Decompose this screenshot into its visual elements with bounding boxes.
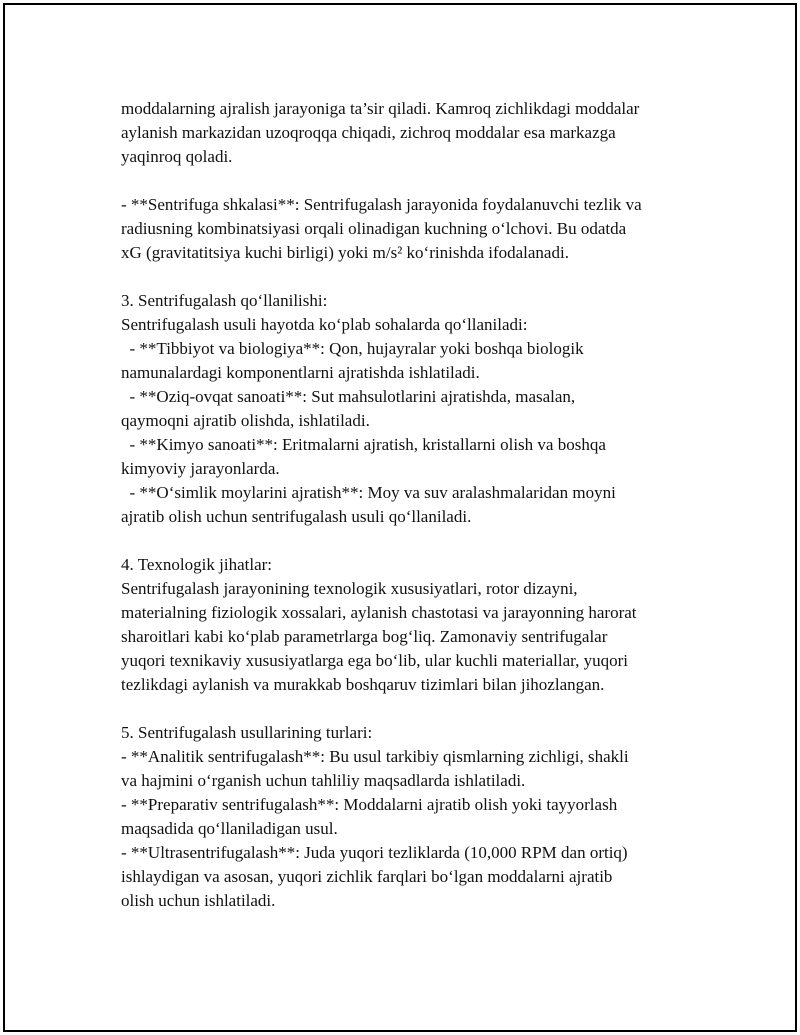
list-item: - **Ultrasentrifugalash**: Juda yuqori tezliklarda (10,000 RPM dan ortiq) — [121, 843, 628, 862]
section-heading: 4. Texnologik jihatlar: — [121, 555, 272, 574]
text-line: ajratib olish uchun sentrifugalash usuli qo‘llaniladi. — [121, 507, 472, 526]
text-line: olish uchun ishlatiladi. — [121, 891, 276, 910]
list-item: - **Preparativ sentrifugalash**: Moddalarni ajratib olish yoki tayyorlash — [121, 795, 618, 814]
text-line: namunalardagi komponentlarni ajratishda ishlatiladi. — [121, 363, 480, 382]
section-heading: 5. Sentrifugalash usullarining turlari: — [121, 723, 373, 742]
text-line: sharoitlari kabi ko‘plab parametrlarga bog‘liq. Zamonaviy sentrifugalar — [121, 627, 608, 646]
paragraph-sentrifuga-shkalasi — [121, 193, 701, 265]
list-item: - **Kimyo sanoati**: Eritmalarni ajratish, kristallarni olish va boshqa — [121, 435, 606, 454]
text-line: tezlikdagi aylanish va murakkab boshqaruv tizimlari bilan jihozlangan. — [121, 675, 605, 694]
list-item: - **O‘simlik moylarini ajratish**: Moy va suv aralashmalaridan moyni — [121, 483, 616, 502]
text-line: yaqinroq qoladi. — [121, 147, 233, 166]
text-line: radiusning kombinatsiyasi orqali olinadigan kuchning o‘lchovi. Bu odatda — [121, 219, 627, 238]
text-line: qaymoqni ajratib olishda, ishlatiladi. — [121, 411, 370, 430]
document-body — [121, 97, 701, 913]
text-line: Sentrifugalash jarayonining texnologik xususiyatlari, rotor dizayni, — [121, 579, 578, 598]
paragraph-spacer — [121, 529, 701, 553]
document-page — [3, 3, 797, 1032]
section-usullar-turlari — [121, 721, 701, 913]
list-item: - **Oziq-ovqat sanoati**: Sut mahsulotlarini ajratishda, masalan, — [121, 387, 576, 406]
text-line: xG (gravitatitsiya kuchi birligi) yoki m/s² ko‘rinishda ifodalanadi. — [121, 243, 569, 262]
text-line: materialning fiziologik xossalari, aylanish chastotasi va jarayonning harorat — [121, 603, 637, 622]
text-line: ishlaydigan va asosan, yuqori zichlik farqlari bo‘lgan moddalarni ajratib — [121, 867, 613, 886]
section-qollanilishi — [121, 289, 701, 529]
text-line: moddalarning ajralish jarayoniga ta’sir qiladi. Kamroq zichlikdagi moddalar — [121, 99, 640, 118]
text-line: aylanish markazidan uzoqroqqa chiqadi, zichroq moddalar esa markazga — [121, 123, 616, 142]
text-line: maqsadida qo‘llaniladigan usul. — [121, 819, 338, 838]
paragraph-spacer — [121, 169, 701, 193]
list-item: - **Tibbiyot va biologiya**: Qon, hujayralar yoki boshqa biologik — [121, 339, 584, 358]
section-heading: 3. Sentrifugalash qo‘llanilishi: — [121, 291, 328, 310]
text-line: va hajmini o‘rganish uchun tahliliy maqsadlarda ishlatiladi. — [121, 771, 526, 790]
paragraph-spacer — [121, 697, 701, 721]
text-line: yuqori texnikaviy xususiyatlarga ega bo‘lib, ular kuchli materiallar, yuqori — [121, 651, 628, 670]
paragraph-spacer — [121, 265, 701, 289]
text-line: - **Sentrifuga shkalasi**: Sentrifugalash jarayonida foydalanuvchi tezlik va — [121, 195, 642, 214]
paragraph-continuation — [121, 97, 701, 169]
text-line: Sentrifugalash usuli hayotda ko‘plab sohalarda qo‘llaniladi: — [121, 315, 528, 334]
text-line: kimyoviy jarayonlarda. — [121, 459, 280, 478]
list-item: - **Analitik sentrifugalash**: Bu usul tarkibiy qismlarning zichligi, shakli — [121, 747, 629, 766]
section-texnologik-jihatlar — [121, 553, 701, 697]
